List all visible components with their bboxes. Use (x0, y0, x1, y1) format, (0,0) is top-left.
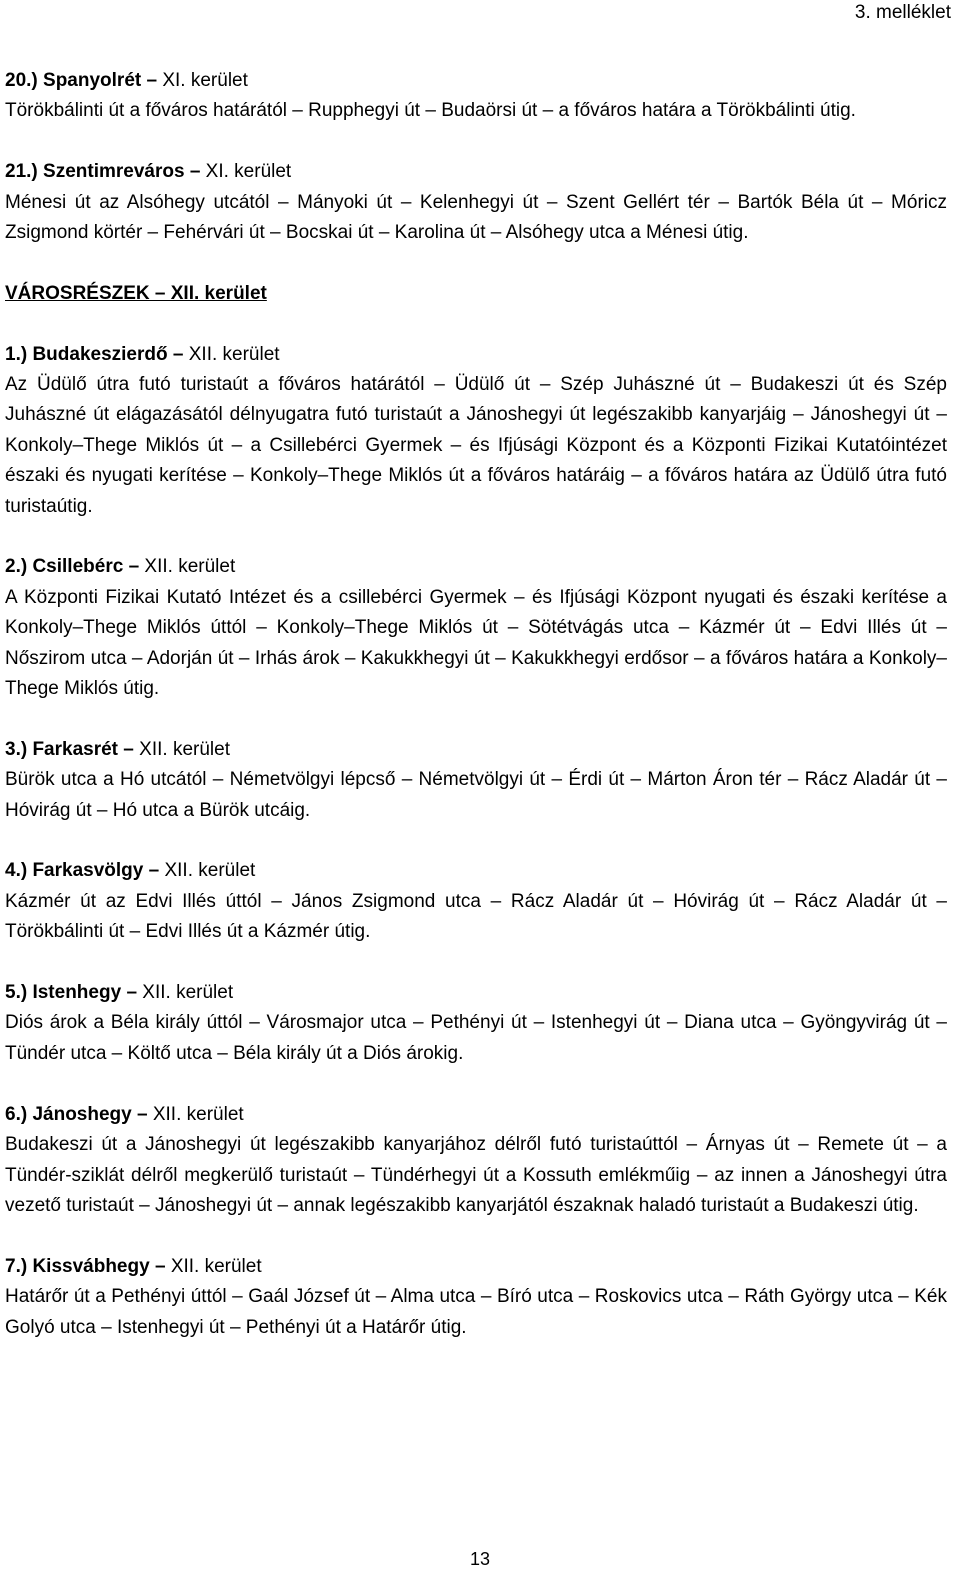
section-title (5, 1252, 947, 1282)
section-dash: – (123, 738, 134, 760)
section-title (5, 978, 947, 1008)
section-district: XII. kerület (144, 556, 236, 578)
section-dash: – (128, 556, 140, 578)
section-dash: – (137, 1103, 148, 1125)
section-text: A Központi Fizikai Kutató Intézet és a csillebérci Gyermek – és Ifjúsági Központ nyugati és északi kerítése a Konkoly–Thege Miklós úttól – Konkoly–Thege Miklós út – Sötétvágás utca – Kázmér út – Edvi Illés út – Nőszirom utca – Adorján út – Irhás árok – Kakukkhegyi út – Kakukkhegyi erdősor – a főváros határa a Konkoly–Thege Miklós útig. (5, 586, 947, 700)
section-title (5, 856, 947, 886)
section-title (5, 1100, 947, 1130)
section-district: XI. kerület (205, 161, 292, 183)
section-janoshegy (5, 1100, 947, 1222)
section-dash: – (126, 982, 138, 1004)
section-text: Határőr út a Pethényi úttól – Gaál József út – Alma utca – Bíró utca – Roskovics utca – Ráth György utca – Kék Golyó utca – Istenhegyi út – Pethényi út a Határőr útig. (5, 1286, 947, 1338)
section-number-name: 21.) Szentimreváros (5, 161, 185, 183)
section-text: Törökbálinti út a főváros határától – Rupphegyi út – Budaörsi út – a főváros határa a Törökbálinti útig. (5, 100, 856, 122)
section-number-name: 5.) Istenhegy (5, 982, 122, 1004)
section-number-name: 6.) Jánoshegy (5, 1103, 132, 1125)
section-title (5, 157, 947, 187)
section-kissvabhegy (5, 1252, 947, 1343)
district-heading: VÁROSRÉSZEK – XII. kerület (5, 282, 267, 304)
section-dash: – (154, 1255, 166, 1277)
section-szentimrevaros (5, 157, 947, 248)
page-number: 13 (469, 1549, 491, 1569)
section-number-name: 7.) Kissvábhegy (5, 1255, 150, 1277)
section-district: XII. kerület (188, 343, 280, 365)
section-dash: – (148, 860, 160, 882)
annex-label: 3. melléklet (854, 2, 951, 23)
section-district: XII. kerület (164, 860, 256, 882)
section-csillebérc (5, 552, 947, 704)
section-district: XII. kerület (170, 1255, 262, 1277)
section-text: Diós árok a Béla király úttól – Városmajor utca – Pethényi út – Istenhegyi út – Diana utca – Gyöngyvirág út – Tündér utca – Költő utca – Béla király út a Diós árokig. (5, 1012, 947, 1064)
section-number-name: 2.) Csillebérc (5, 556, 124, 578)
section-text: Bürök utca a Hó utcától – Németvölgyi lépcső – Németvölgyi út – Érdi út – Márton Áron tér – Rácz Aladár út – Hóvirág út – Hó utca a Bürök utcáig. (5, 769, 947, 821)
section-number-name: 4.) Farkasvölgy (5, 860, 144, 882)
document-body (5, 66, 947, 1343)
section-spanyolret (5, 66, 947, 127)
section-dash: – (146, 70, 158, 91)
section-number-name: 20.) Spanyolrét (5, 70, 142, 91)
section-text: Kázmér út az Edvi Illés úttól – János Zsigmond utca – Rácz Aladár út – Hóvirág út – Rácz Aladár út – Törökbálinti út – Edvi Illés út a Kázmér útig. (5, 890, 947, 943)
section-farkasvolgy (5, 856, 947, 947)
section-title (5, 66, 947, 96)
section-number-name: 3.) Farkasrét (5, 738, 119, 760)
section-district: XI. kerület (162, 70, 248, 91)
section-title (5, 735, 947, 765)
section-text: Budakeszi út a Jánoshegyi út legészakibb kanyarjához délről futó turistaúttól – Árnyas út – Remete út – a Tündér-sziklát délről megkerülő turistaút – Tündérhegyi út a Kossuth emlékműig – az innen a Jánoshegyi útra vezető turistaút – Jánoshegyi út – annak legészakibb kanyarjától északnak haladó turistaút a Budakeszi útig. (5, 1134, 947, 1216)
section-dash: – (189, 161, 201, 183)
section-district: XII. kerület (139, 738, 230, 760)
section-text: Az Üdülő útra futó turistaút a főváros határától – Üdülő út – Szép Juhászné út – Budakeszi út és Szép Juhászné út elágazásától délnyugatra futó turistaút a Jánoshegyi út legészakibb kanyarjáig – Jánoshegyi út – Konkoly–Thege Miklós út – a Csillebérci Gyermek – és Ifjúsági Központ és a Központi Fizikai Kutatóintézet északi és nyugati kerítése – Konkoly–Thege Miklós út a főváros határáig – a főváros határa az Üdülő útra futó turistaútig. (5, 374, 947, 517)
section-title (5, 340, 947, 370)
section-title (5, 552, 947, 582)
section-dash: – (172, 343, 184, 365)
section-istenhegy (5, 978, 947, 1069)
section-farkasret (5, 735, 947, 826)
section-budakeszierdo (5, 340, 947, 522)
section-district: XII. kerület (152, 1103, 244, 1125)
section-district: XII. kerület (142, 982, 234, 1004)
section-text: Ménesi út az Alsóhegy utcától – Mányoki út – Kelenhegyi út – Szent Gellért tér – Bartók Béla út – Móricz Zsigmond körtér – Fehérvári út – Bocskai út – Karolina út – Alsóhegy utca a Ménesi útig. (5, 191, 947, 244)
section-number-name: 1.) Budakeszierdő (5, 343, 168, 365)
